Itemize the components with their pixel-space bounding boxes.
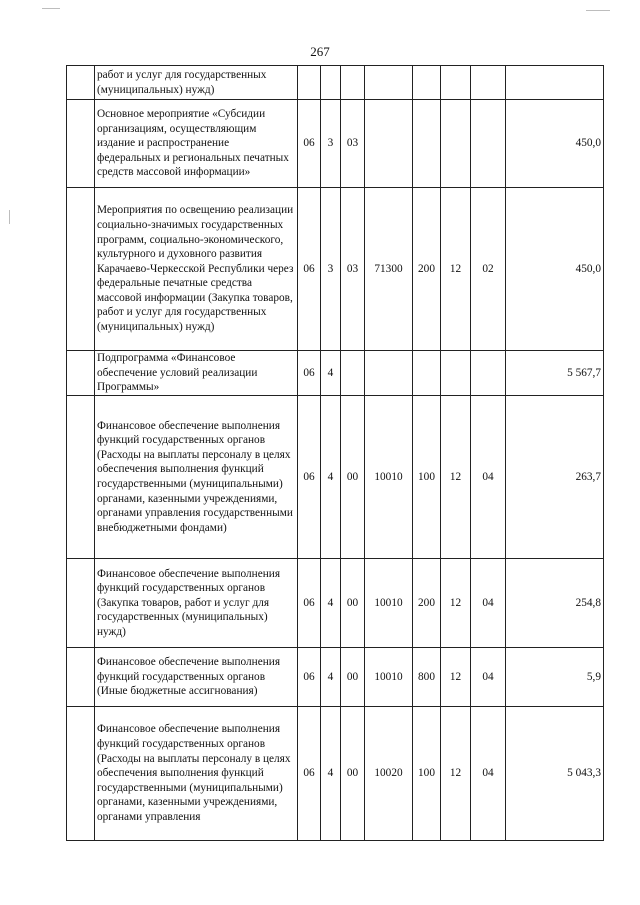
row-number-cell	[67, 707, 95, 841]
section-code-cell: 12	[441, 707, 471, 841]
subprogram-code-cell: 4	[321, 351, 341, 396]
activity-code-cell: 00	[341, 648, 365, 707]
subprogram-code-cell: 4	[321, 648, 341, 707]
program-code-cell: 06	[298, 559, 321, 648]
page-number: 267	[310, 44, 330, 59]
item-name-cell: Подпрограмма «Финансовое обеспечение условий реализации Программы»	[95, 351, 298, 396]
program-code-cell: 06	[298, 648, 321, 707]
program-code-cell	[298, 66, 321, 100]
amount-cell: 5,9	[506, 648, 604, 707]
expense-type-cell	[413, 351, 441, 396]
direction-code-cell	[365, 66, 413, 100]
item-name-cell: работ и услуг для государственных (муниципальных) нужд)	[95, 66, 298, 100]
table-row	[67, 396, 604, 559]
activity-code-cell	[341, 351, 365, 396]
subsection-code-cell: 04	[471, 648, 506, 707]
section-code-cell: 12	[441, 396, 471, 559]
item-name-cell: Финансовое обеспечение выполнения функций государственных органов (Иные бюджетные ассигнования)	[95, 648, 298, 707]
section-code-cell: 12	[441, 188, 471, 351]
scan-mark-top-left	[42, 8, 60, 9]
expense-type-cell	[413, 100, 441, 188]
item-name-cell: Финансовое обеспечение выполнения функций государственных органов (Расходы на выплаты персоналу в целях обеспечения выполнения функций государственными (муниципальными) органами, казенными учреждениями, органами управления	[95, 707, 298, 841]
table-row	[67, 66, 604, 100]
activity-code-cell: 00	[341, 396, 365, 559]
direction-code-cell: 10010	[365, 396, 413, 559]
row-number-cell	[67, 66, 95, 100]
table-row	[67, 188, 604, 351]
program-code-cell: 06	[298, 396, 321, 559]
subsection-code-cell	[471, 351, 506, 396]
direction-code-cell: 10010	[365, 648, 413, 707]
program-code-cell: 06	[298, 100, 321, 188]
expense-type-cell	[413, 66, 441, 100]
amount-cell: 450,0	[506, 188, 604, 351]
program-code-cell: 06	[298, 188, 321, 351]
subsection-code-cell: 04	[471, 707, 506, 841]
item-name-cell: Основное мероприятие «Субсидии организациям, осуществляющим издание и распространение федеральных и региональных печатных средств массовой информации»	[95, 100, 298, 188]
section-code-cell	[441, 66, 471, 100]
direction-code-cell	[365, 351, 413, 396]
subprogram-code-cell: 3	[321, 188, 341, 351]
subsection-code-cell	[471, 66, 506, 100]
activity-code-cell	[341, 66, 365, 100]
subsection-code-cell	[471, 100, 506, 188]
section-code-cell	[441, 351, 471, 396]
subsection-code-cell: 02	[471, 188, 506, 351]
expense-type-cell: 200	[413, 559, 441, 648]
budget-table	[66, 65, 604, 841]
row-number-cell	[67, 100, 95, 188]
item-name-cell: Мероприятия по освещению реализации социально-значимых государственных программ, социально-экономического, культурного и духовного развития Карачаево-Черкесской Республики через федеральные печатные средства массовой информации (Закупка товаров, работ и услуг для государственных (муниципальных) нужд)	[95, 188, 298, 351]
scan-mark-left-edge	[9, 210, 10, 224]
table-row	[67, 351, 604, 396]
expense-type-cell: 200	[413, 188, 441, 351]
direction-code-cell: 71300	[365, 188, 413, 351]
amount-cell: 263,7	[506, 396, 604, 559]
amount-cell: 5 567,7	[506, 351, 604, 396]
table-row	[67, 707, 604, 841]
direction-code-cell: 10020	[365, 707, 413, 841]
activity-code-cell: 00	[341, 559, 365, 648]
expense-type-cell: 100	[413, 396, 441, 559]
section-code-cell: 12	[441, 648, 471, 707]
scan-mark-top-right	[586, 10, 610, 11]
row-number-cell	[67, 648, 95, 707]
subsection-code-cell: 04	[471, 559, 506, 648]
section-code-cell: 12	[441, 559, 471, 648]
direction-code-cell: 10010	[365, 559, 413, 648]
subsection-code-cell: 04	[471, 396, 506, 559]
row-number-cell	[67, 559, 95, 648]
activity-code-cell: 00	[341, 707, 365, 841]
row-number-cell	[67, 188, 95, 351]
amount-cell: 450,0	[506, 100, 604, 188]
table-row	[67, 648, 604, 707]
item-name-cell: Финансовое обеспечение выполнения функций государственных органов (Закупка товаров, работ и услуг для государственных (муниципальных) нужд)	[95, 559, 298, 648]
row-number-cell	[67, 396, 95, 559]
activity-code-cell: 03	[341, 100, 365, 188]
subprogram-code-cell: 3	[321, 100, 341, 188]
amount-cell: 254,8	[506, 559, 604, 648]
program-code-cell: 06	[298, 351, 321, 396]
table-row	[67, 559, 604, 648]
amount-cell: 5 043,3	[506, 707, 604, 841]
program-code-cell: 06	[298, 707, 321, 841]
amount-cell	[506, 66, 604, 100]
subprogram-code-cell: 4	[321, 707, 341, 841]
subprogram-code-cell: 4	[321, 559, 341, 648]
direction-code-cell	[365, 100, 413, 188]
section-code-cell	[441, 100, 471, 188]
subprogram-code-cell: 4	[321, 396, 341, 559]
item-name-cell: Финансовое обеспечение выполнения функций государственных органов (Расходы на выплаты персоналу в целях обеспечения выполнения функций государственными (муниципальными) органами, казенными учреждениями, органами управления государственными внебюджетными фондами)	[95, 396, 298, 559]
expense-type-cell: 100	[413, 707, 441, 841]
expense-type-cell: 800	[413, 648, 441, 707]
table-row	[67, 100, 604, 188]
subprogram-code-cell	[321, 66, 341, 100]
activity-code-cell: 03	[341, 188, 365, 351]
row-number-cell	[67, 351, 95, 396]
